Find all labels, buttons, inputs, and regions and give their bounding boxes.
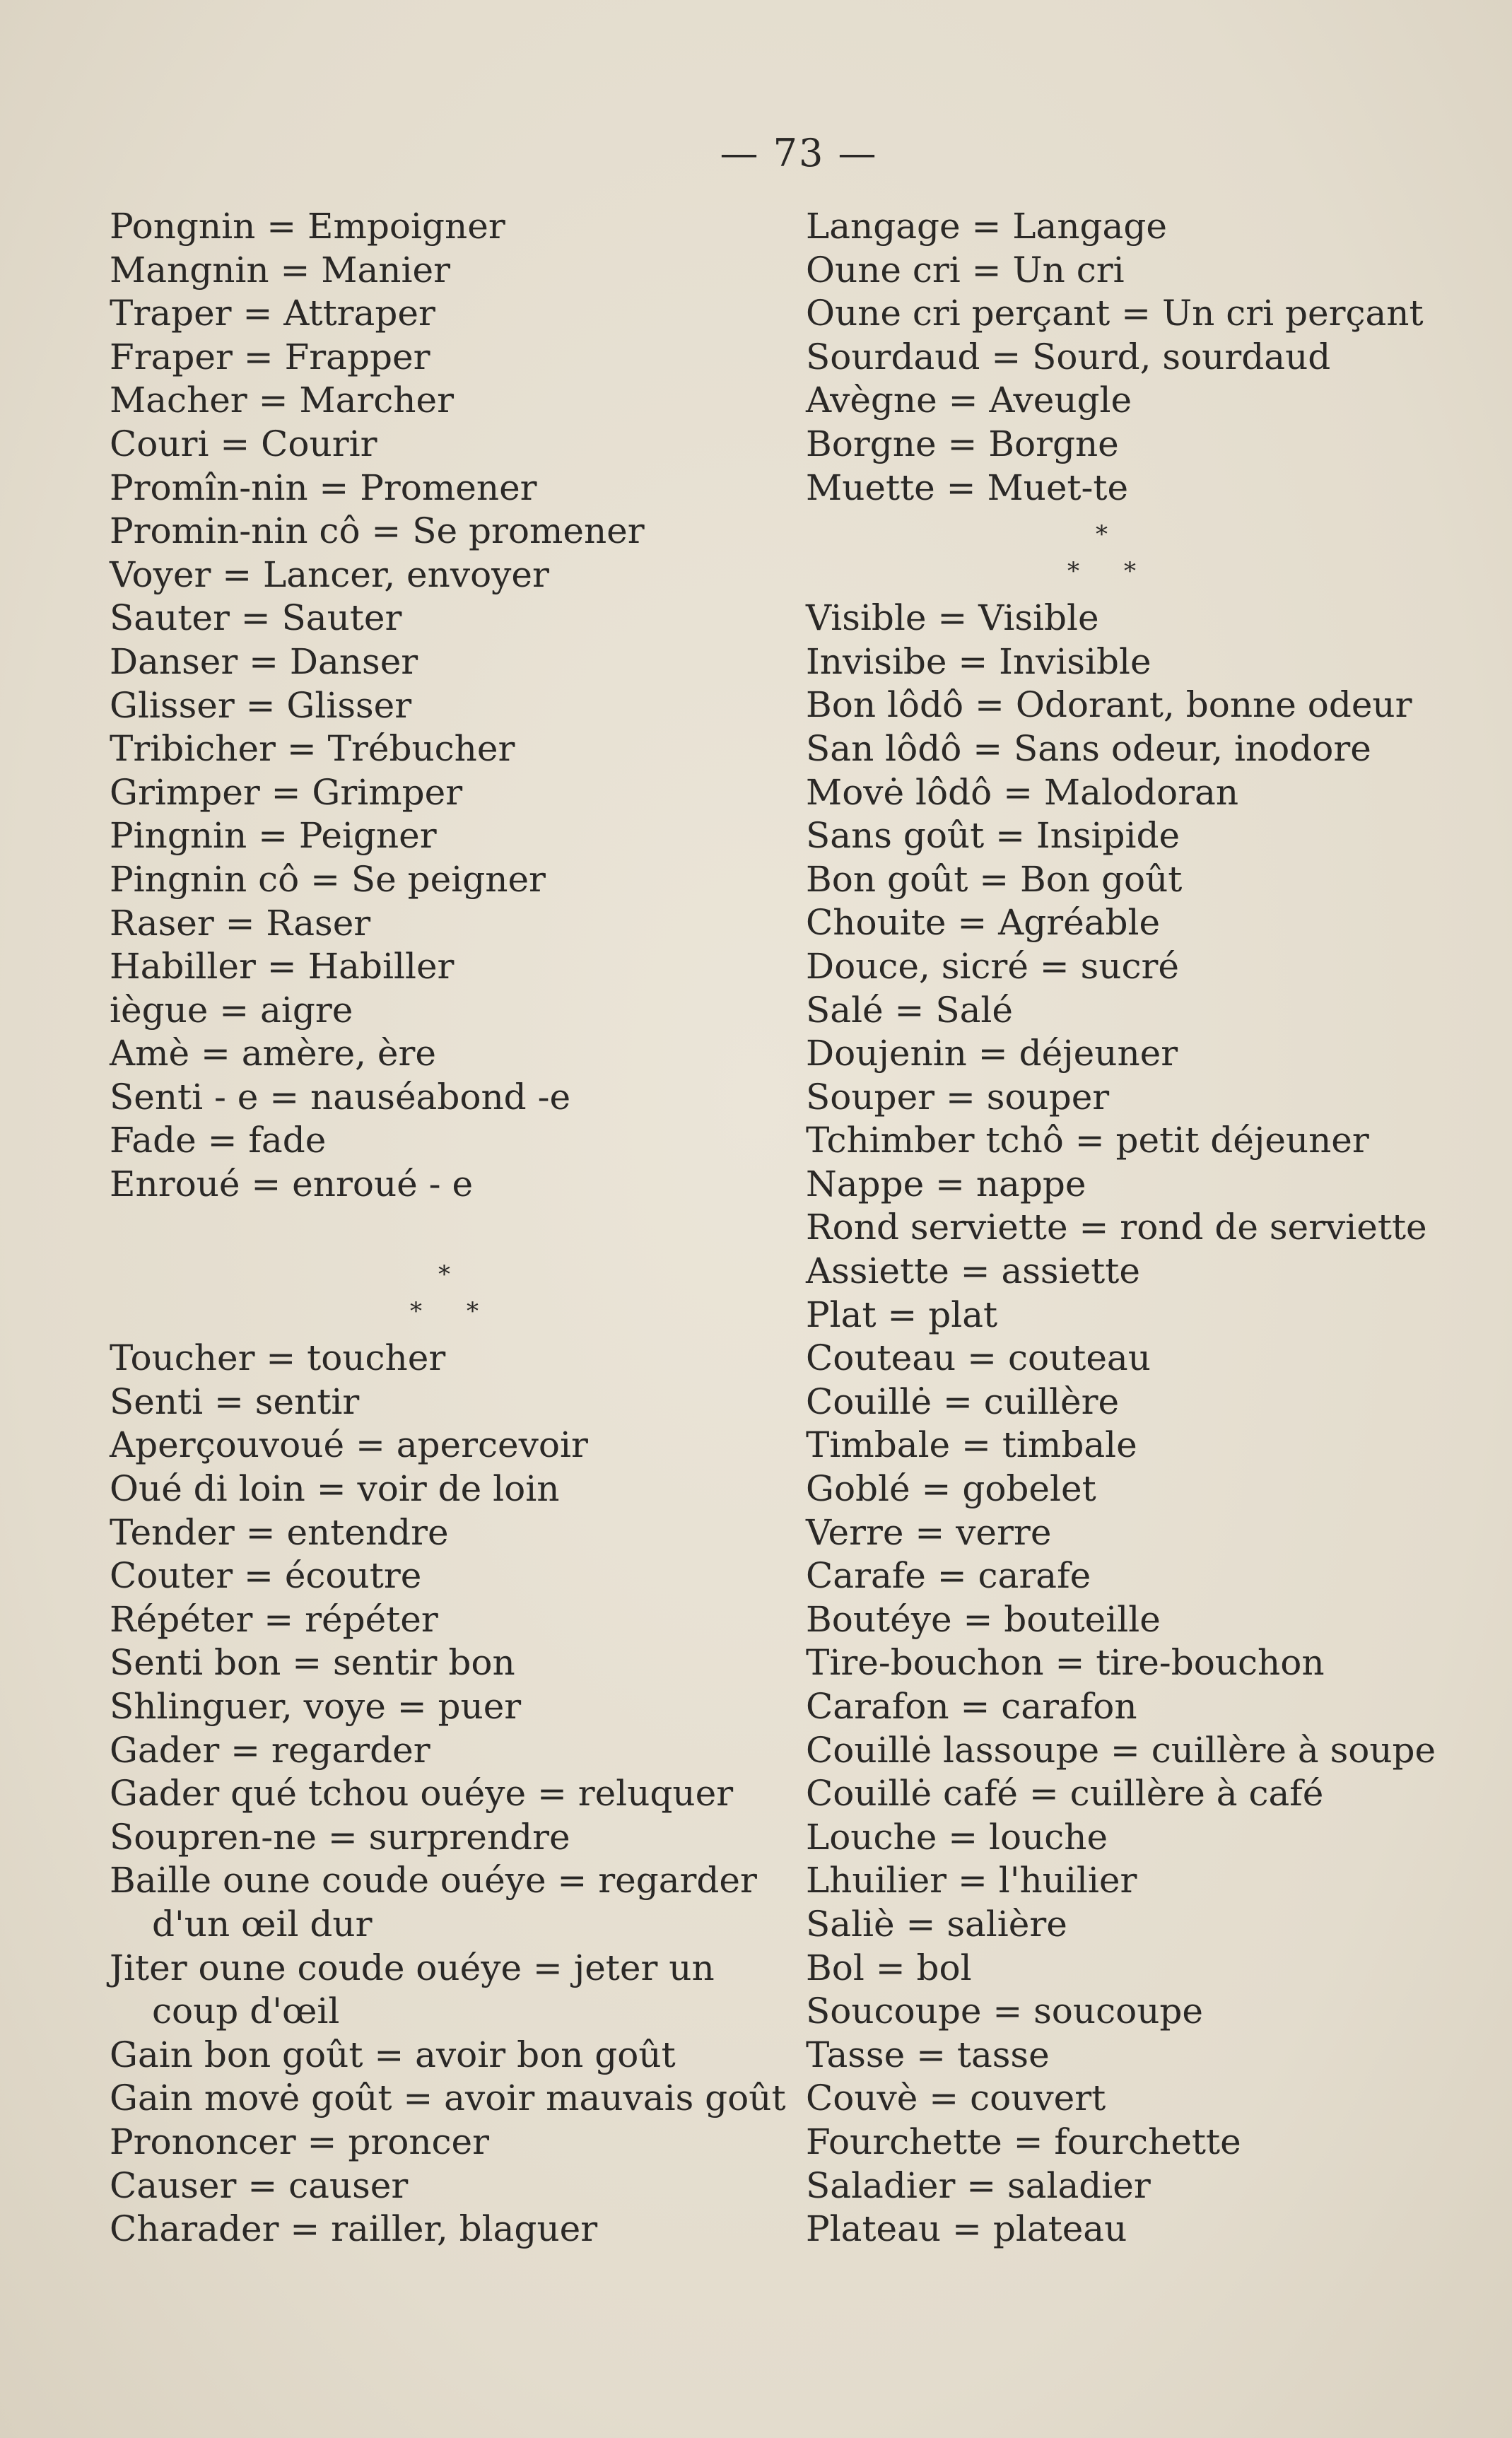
entry: Promîn-nin = Promener (110, 467, 537, 508)
entry: Tasse = tasse (806, 2034, 1050, 2075)
entry: Enroué = enroué - e (110, 1164, 474, 1205)
entry: Couillė lassoupe = cuillère à soupe (806, 1729, 1436, 1771)
entry: Gader = regarder (110, 1729, 430, 1771)
entry: Sourdaud = Sourd, sourdaud (806, 336, 1331, 377)
entry: Aperçouvoué = apercevoir (110, 1424, 588, 1466)
entry: Lhuilier = l'huilier (806, 1860, 1137, 1901)
entry: Jiter oune coude ouéye = jeter un (110, 1947, 715, 1988)
entry: Gader qué tchou ouéye = reluquer (110, 1773, 734, 1815)
entry: Gain bon goût = avoir bon goût (110, 2034, 676, 2075)
entry: Couillė café = cuillère à café (806, 1773, 1324, 1815)
right-column (806, 205, 1484, 2251)
star-icon: * (410, 1297, 422, 1326)
entry: Goblé = gobelet (806, 1468, 1096, 1510)
entry: Couter = écoutre (110, 1555, 422, 1597)
entry: Fade = fade (110, 1120, 327, 1161)
entry: Bon goût = Bon goût (806, 858, 1183, 900)
entry: Sauter = Sauter (110, 597, 402, 639)
left-group-1 (110, 205, 816, 1207)
entry: Invisibe = Invisible (806, 640, 1151, 682)
entry: Douce, sicré = sucré (806, 945, 1179, 987)
entry: Timbale = timbale (806, 1424, 1137, 1466)
star-icon: * (438, 1260, 450, 1289)
entry: Macher = Marcher (110, 380, 454, 421)
entry: Assiette = assiette (806, 1250, 1140, 1292)
entry: Tender = entendre (110, 1511, 449, 1553)
entry: Carafon = carafon (806, 1686, 1137, 1727)
entry: Traper = Attraper (110, 293, 435, 334)
entry: Nappe = nappe (806, 1163, 1086, 1205)
entry: Couillė = cuillère (806, 1381, 1120, 1422)
entry: Plateau = plateau (806, 2208, 1127, 2250)
entry: Senti = sentir (110, 1381, 360, 1422)
entry: Visible = Visible (806, 597, 1099, 639)
entry: Oune cri = Un cri (806, 249, 1125, 291)
page-number: — 73 — (720, 131, 878, 175)
right-group-1 (806, 205, 1484, 510)
entry: Répéter = répéter (110, 1598, 438, 1640)
entry: Soucoupe = soucoupe (806, 1991, 1204, 2032)
entry: Tchimber tchô = petit déjeuner (806, 1120, 1369, 1161)
entry: iègue = aigre (110, 989, 353, 1031)
entry: Couteau = couteau (806, 1337, 1151, 1379)
star-icon: * (1067, 557, 1079, 586)
section-separator (399, 1250, 498, 1337)
section-separator (1057, 510, 1156, 597)
entry: Causer = causer (110, 2164, 409, 2206)
entry: Tribicher = Trébucher (110, 728, 515, 770)
entry: Salé = Salé (806, 989, 1013, 1031)
entry: Carafe = carafe (806, 1555, 1091, 1597)
entry: San lôdô = Sans odeur, inodore (806, 727, 1371, 769)
entry: Charader = railler, blaguer (110, 2208, 598, 2250)
entry: Toucher = toucher (110, 1337, 446, 1379)
entry: Saladier = saladier (806, 2164, 1151, 2206)
entry: Shlinguer, voye = puer (110, 1686, 522, 1727)
entry: Couri = Courir (110, 423, 377, 464)
star-icon: * (1124, 557, 1136, 586)
entry: Borgne = Borgne (806, 423, 1119, 464)
entry: Mangnin = Manier (110, 249, 450, 291)
star-icon: * (467, 1297, 479, 1326)
entry: Pingnin = Peigner (110, 815, 437, 857)
entry: Promin-nin cô = Se promener (110, 510, 645, 552)
entry: Muette = Muet-te (806, 467, 1129, 508)
entry: Sans goût = Insipide (806, 815, 1180, 857)
entry: Grimper = Grimper (110, 771, 463, 813)
entry: Tire-bouchon = tire-bouchon (806, 1642, 1325, 1684)
entry-continuation: coup d'œil (152, 1991, 340, 2032)
entry: Bol = bol (806, 1947, 972, 1988)
left-column (110, 205, 816, 2251)
entry: Amè = amère, ère (110, 1033, 436, 1074)
entry: Prononcer = proncer (110, 2121, 490, 2162)
entry: Senti bon = sentir bon (110, 1642, 515, 1684)
entry: Habiller = Habiller (110, 946, 455, 987)
entry: Saliè = salière (806, 1903, 1067, 1945)
entry: Danser = Danser (110, 640, 418, 682)
entry: Gain movė goût = avoir mauvais goût (110, 2077, 786, 2119)
entry: Fraper = Frapper (110, 336, 430, 377)
entry: Soupren-ne = surprendre (110, 1816, 570, 1858)
entry: Rond serviette = rond de serviette (806, 1207, 1427, 1248)
entry: Baille oune coude ouéye = regarder (110, 1860, 757, 1901)
entry: Verre = verre (806, 1511, 1052, 1553)
entry: Langage = Langage (806, 206, 1167, 247)
right-group-2 (806, 597, 1484, 2251)
entry: Voyer = Lancer, envoyer (110, 553, 549, 595)
entry: Raser = Raser (110, 902, 371, 944)
entry: Boutéye = bouteille (806, 1598, 1161, 1640)
spacer (110, 1207, 816, 1250)
entry: Oué di loin = voir de loin (110, 1468, 560, 1510)
entry: Pongnin = Empoigner (110, 206, 505, 247)
entry: Movė lôdô = Malodoran (806, 771, 1239, 813)
entry: Pingnin cô = Se peigner (110, 858, 546, 900)
entry: Souper = souper (806, 1076, 1110, 1118)
entry: Avègne = Aveugle (806, 380, 1132, 421)
entry: Chouite = Agréable (806, 902, 1161, 944)
entry: Bon lôdô = Odorant, bonne odeur (806, 684, 1412, 726)
left-group-2 (110, 1337, 816, 2251)
entry-continuation: d'un œil dur (152, 1903, 373, 1945)
star-icon: * (1096, 520, 1108, 549)
entry: Senti - e = nauséabond -e (110, 1076, 571, 1118)
entry: Plat = plat (806, 1294, 998, 1335)
entry: Fourchette = fourchette (806, 2121, 1241, 2162)
entry: Doujenin = déjeuner (806, 1033, 1178, 1074)
entry: Couvè = couvert (806, 2077, 1106, 2119)
entry: Louche = louche (806, 1816, 1108, 1858)
entry: Oune cri perçant = Un cri perçant (806, 293, 1424, 334)
entry: Glisser = Glisser (110, 684, 412, 726)
